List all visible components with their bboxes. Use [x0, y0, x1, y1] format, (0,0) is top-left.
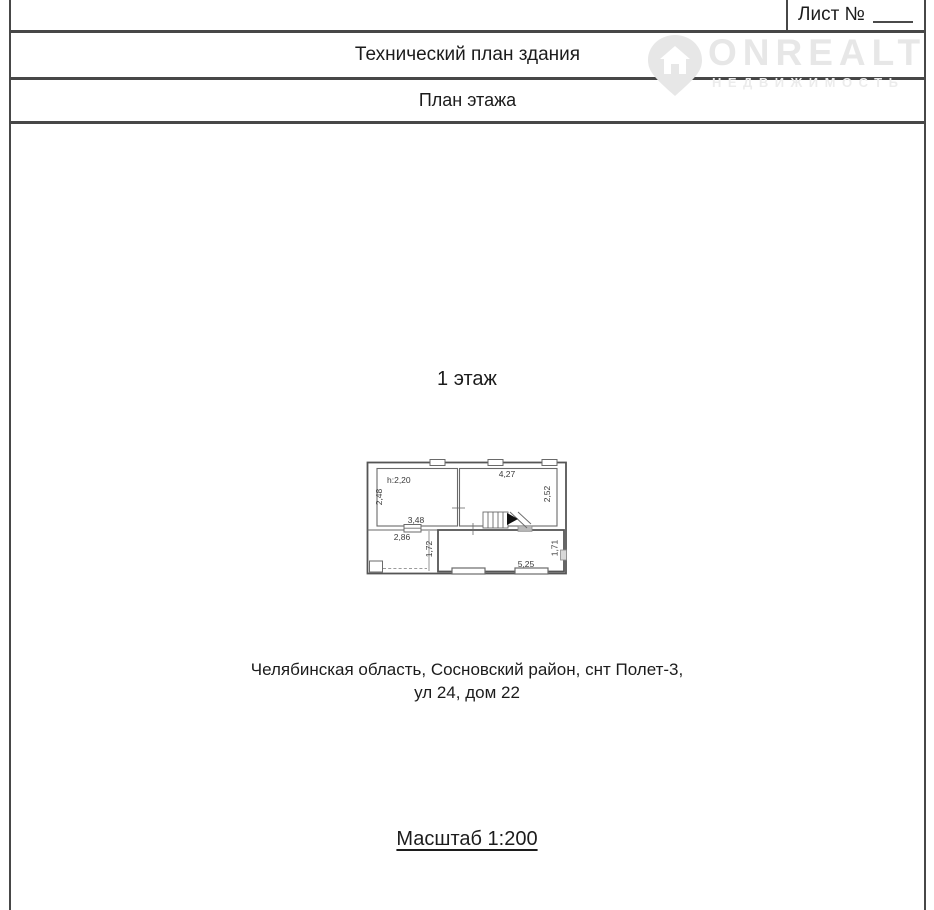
floor-label: 1 этаж	[437, 368, 497, 390]
dim-4-27: 4,27	[498, 469, 516, 479]
plan-porch-square	[370, 561, 383, 572]
dim-5-25: 5,25	[517, 559, 535, 569]
window-top-3	[542, 460, 557, 466]
dim-1-72: 1,72	[424, 540, 434, 558]
page-subtitle: План этажа	[418, 90, 517, 110]
floor-plan-drawing	[360, 450, 612, 576]
watermark-tagline: НЕДВИЖИМОСТЬ	[712, 75, 905, 90]
page-border-right	[924, 0, 926, 910]
dim-2-52: 2,52	[542, 485, 552, 503]
header-divider-3	[9, 121, 926, 124]
dim-1-71: 1,71	[549, 539, 560, 557]
dim-2-48: 2,48	[374, 488, 384, 506]
sheet-number-label: Лист №	[798, 4, 865, 25]
page-title: Технический план здания	[354, 44, 581, 65]
plan-room-lower-right	[438, 530, 564, 572]
dim-3-48: 3,48	[407, 515, 425, 525]
window-top-2	[488, 460, 503, 466]
address-line-1: Челябинская область, Сосновский район, снт Полет-3,	[250, 660, 684, 679]
sheet-number-cell	[788, 0, 934, 30]
window-top-1	[430, 460, 445, 466]
window-right-grey	[561, 550, 567, 560]
scale-label: Масштаб 1:200	[396, 828, 538, 850]
window-bottom-1	[452, 568, 485, 574]
dim-2-86: 2,86	[393, 532, 411, 542]
dim-room-height: h:2,20	[387, 475, 411, 485]
address-block	[0, 658, 934, 704]
address-line-2: ул 24, дом 22	[414, 683, 520, 702]
page-border-left	[9, 0, 11, 910]
sheet-number-blank	[873, 7, 913, 23]
watermark-brand: ONREALT	[708, 32, 927, 73]
